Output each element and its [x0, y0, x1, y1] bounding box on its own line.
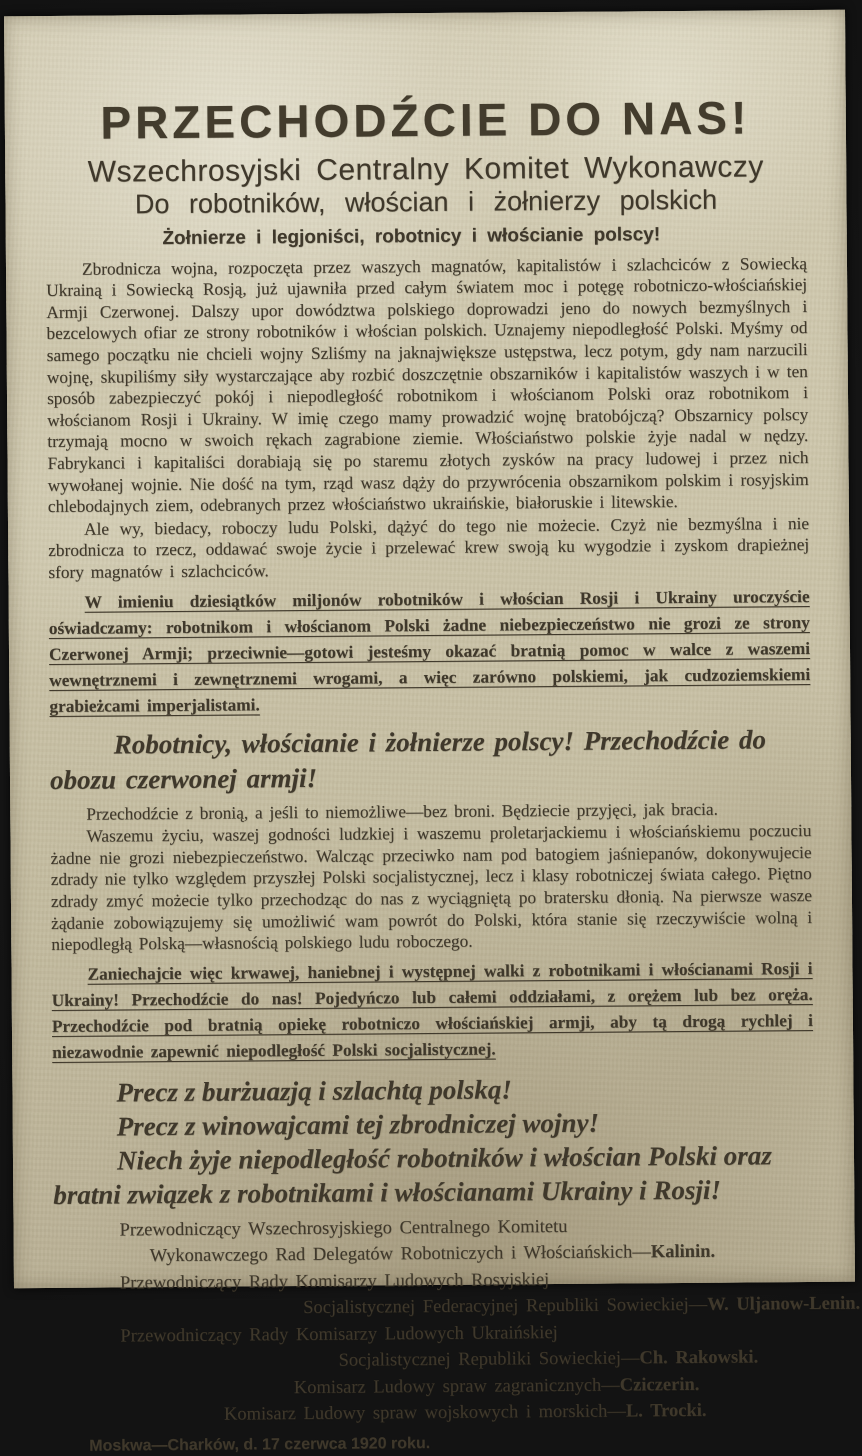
signature-name-rakowski: Ch. Rakowski.	[639, 1347, 759, 1369]
slogans-block	[52, 1070, 814, 1212]
slogan-bourgeoisie: Precz z burżuazją i szlachtą polską!	[116, 1074, 512, 1108]
signature-role: Komisarz Ludowy spraw zagranicznych—	[293, 1375, 620, 1398]
signature-line-trocki	[55, 1397, 816, 1429]
signature-role: Wykonawczego Rad Delegatów Robotniczych i Włościańskich—	[149, 1242, 651, 1267]
signature-role-line: Przewodniczący Rady Komisarzy Ludowych Ukraińskiej	[120, 1322, 558, 1347]
signature-role: Komisarz Ludowy spraw wojskowych i morskich—	[223, 1401, 626, 1425]
leaflet-paper	[4, 10, 861, 1455]
paragraph-no-danger: Waszemu życiu, waszej godności ludzkiej i waszemu proletarjackiemu i włościańskiemu poczuciu żadne nie grozi niebezpieczeństwo. Walcząc przeciwko nam pod batogiem jaśniepanów, dokonywujecie zdrady nie tylko względem przyszłej Polski socjalistycznej, lecz i klasy robotniczej świata całego. Piętno zdrady zmyć możecie tylko przechodząc do nas z wyciągniętą po bratersku dłonią. Na pierwsze wasze żądanie zobowiązujemy się umożliwić wam powrót do Polski, która stanie się rzeczywiście wolną i niepodległą Polską—własnością polskiego ludu roboczego.	[50, 821, 813, 955]
signature-role: Socjalistycznej Republiki Sowieckiej—	[338, 1348, 640, 1371]
signature-role: Socjalistycznej Federacyjnej Republiki Sowieckiej—	[303, 1295, 708, 1319]
slogan-independence: Niech żyje niepodległość robotników i włościan Polski oraz bratni związek z robotnikami i włościanami Ukrainy i Rosji!	[53, 1140, 772, 1210]
dateline: Moskwa—Charków, d. 17 czerwca 1920 roku.	[89, 1434, 431, 1455]
subtitle-committee: Wszechrosyjski Centralny Komitet Wykonawczy	[87, 150, 764, 189]
salutation-line: Żołnierze i legjoniści, robotnicy i włościanie polscy!	[162, 223, 661, 249]
subtitle-address: Do robotników, włościan i żołnierzy polskich	[134, 184, 718, 220]
signature-name-lenin: W. Uljanow-Lenin.	[707, 1293, 861, 1316]
signatures-block	[53, 1212, 861, 1430]
signature-name-cziczerin: Cziczerin.	[619, 1374, 700, 1396]
signature-role-line: Przewodniczący Rady Komisarzy Ludowych Rosyjskiej	[119, 1269, 550, 1294]
appeal-underlined: Zaniechajcie więc krwawej, haniebnej i występnej walki z robotnikami i włościanami Rosji i Ukrainy! Przechodźcie do nas! Pojedyńczo lub całemi oddziałami, z orężem lub bez oręża. Przechodźcie pod bratnią opiekę robotniczo włościańskiej armji, aby tą drogą rychlej i niezawodnie zapewnić niepodległość Polski socjalistycznej.	[51, 958, 814, 1062]
leaflet-content	[4, 10, 861, 1456]
signature-name-kalinin: Kalinin.	[650, 1242, 716, 1263]
paragraph-come-with-arms: Przechodźcie z bronią, a jeśli to niemożliwe—bez broni. Będziecie przyjęci, jak bracia.	[86, 799, 718, 824]
document-title: PRZECHODŹCIE DO NAS!	[100, 91, 751, 149]
paragraph-war-condemnation: Zbrodnicza wojna, rozpoczęta przez waszych magnatów, kapitalistów i szlachciców z Sowiecką Ukrainą i Sowiecką Rosją, już ujawniła przed całym światem moc i potęgę robotniczo-włościańskiej Armji Czerwonej. Dalszy upor dowództwa polskiego doprowadzi jeno do nowych bezmyślnych i bezcelowych ofiar ze strony robotników i włościan polskich. Uznajemy niepodległość Polski. Myśmy od samego początku nie chcieli wojny Szliśmy na jaknajwiększe ustępstwa, lecz potym, gdy nam narzucili wojnę, skupiliśmy siły wystarczające aby rozbić doszczętnie obszarników i kapitalistów waszych i w ten sposób zabezpieczyć pokój i niepodległość robotnikom i włościanom Polski oraz robotnikom i włościanom Rosji i Ukrainy. W imię czego mamy prowadzić wojnę bratobójczą? Obszarnicy polscy trzymają mocno w swoich rękach zagrabione ziemie. Włościaństwo polskie żyje nadal w nędzy. Fabrykanci i kapitaliści dorabiają się po staremu złotych zysków na pracy ludowej i przez nich wywołanej wojnie. Nie dość na tym, rząd wasz dąży do przywrócenia obszarnikom polskim i rosyjskim chlebodajnych ziem, odebranych przez włościaństwo ukraińskie, białoruskie i litewskie.	[46, 253, 809, 517]
declaration-underlined: W imieniu dziesiątków miljonów robotników i włościan Rosji i Ukrainy uroczyście oświadczamy: robotnikom i włościanom Polski żadne niebezpieczeństwo nie grozi ze strony Czerwonej Armji; przeciwnie—gotowi jesteśmy okazać bratnią pomoc w walce z waszemi wewnętrznemi i zewnętrznemi wrogami, a więc zarówno polskiemi, jak cudzoziemskiemi grabieżcami imperjalistami.	[48, 586, 811, 716]
call-heading-italic: Robotnicy, włościanie i żołnierze polscy! Przechodźcie do obozu czerwonej armji!	[49, 723, 767, 795]
paragraph-appeal-to-poor: Ale wy, biedacy, roboczy ludu Polski, dążyć do tego nie możecie. Czyż nie bezmyślna i nie zbrodnicza to rzecz, oddawać swoje życie i przelewać krew swoją ku wygodzie i zyskom drapieżnej sfory magnatów i szlachciców.	[48, 513, 810, 582]
signature-role-line: Przewodniczący Wszechrosyjskiego Centralnego Komitetu	[119, 1216, 568, 1241]
signature-name-trocki: L. Trocki.	[625, 1401, 707, 1422]
slogan-war-culprits: Precz z winowajcami tej zbrodniczej wojny!	[116, 1107, 600, 1142]
